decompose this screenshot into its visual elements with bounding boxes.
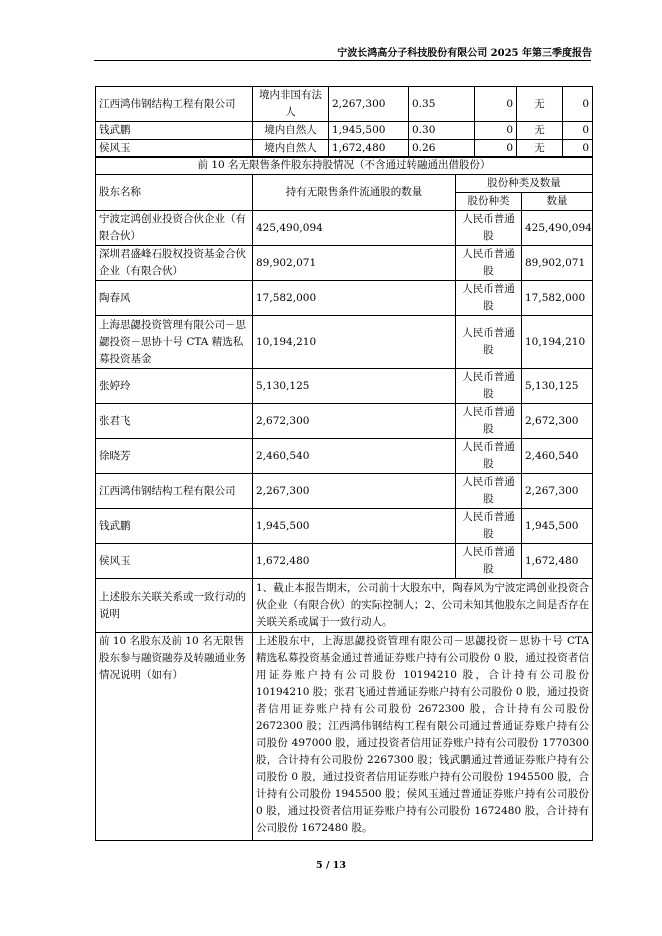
holder-qty: 2,460,540 <box>253 439 456 474</box>
col-header-qty: 持有无限售条件流通股的数量 <box>253 175 456 211</box>
holder-qty: 2,672,300 <box>253 404 456 439</box>
holder-qty: 425,490,094 <box>253 211 456 246</box>
share-amount: 2,267,300 <box>522 474 593 509</box>
holder-qty: 89,902,071 <box>253 246 456 281</box>
holder-qty: 2,267,300 <box>253 474 456 509</box>
table-row <box>96 211 593 246</box>
holder-name: 侯风玉 <box>96 544 253 579</box>
page-number: 5 / 13 <box>316 860 346 871</box>
table-row <box>96 369 593 404</box>
pledge-status: 无 <box>517 87 563 122</box>
share-type: 人民币普通股 <box>456 316 522 369</box>
holder-name: 陶春风 <box>96 281 253 316</box>
table-row <box>96 474 593 509</box>
col-header-name: 股东名称 <box>96 175 253 211</box>
share-type: 人民币普通股 <box>456 404 522 439</box>
table-row <box>96 316 593 369</box>
share-count: 1,945,500 <box>329 122 409 140</box>
pledge-status: 无 <box>517 122 563 140</box>
share-amount: 2,460,540 <box>522 439 593 474</box>
section-title: 前 10 名无限售条件股东持股情况（不含通过转融通出借股份） <box>96 157 593 175</box>
share-amount: 1,945,500 <box>522 509 593 544</box>
holder-qty: 1,945,500 <box>253 509 456 544</box>
margin-note-label: 前 10 名股东及前 10 名无限售股东参与融资融券及转融通业务情况说明（如有） <box>96 633 253 841</box>
holder-name: 张婷玲 <box>96 369 253 404</box>
share-amount: 89,902,071 <box>522 246 593 281</box>
shareholder-name: 侯风玉 <box>96 140 253 158</box>
page-header-title: 宁波长鸿高分子科技股份有限公司 2025 年第三季度报告 <box>337 48 592 59</box>
pledge-qty: 0 <box>563 122 593 140</box>
share-type: 人民币普通股 <box>456 246 522 281</box>
share-type: 人民币普通股 <box>456 211 522 246</box>
holder-name: 宁波定鸿创业投资合伙企业（有限合伙） <box>96 211 253 246</box>
share-amount: 2,672,300 <box>522 404 593 439</box>
unrestricted-shareholders-table <box>95 156 593 841</box>
table-row <box>96 439 593 474</box>
table-row <box>96 404 593 439</box>
holder-qty: 5,130,125 <box>253 369 456 404</box>
restricted-shares: 0 <box>475 140 517 158</box>
shareholder-name: 钱武鹏 <box>96 122 253 140</box>
table-row <box>96 544 593 579</box>
share-type: 人民币普通股 <box>456 369 522 404</box>
holder-name: 张君飞 <box>96 404 253 439</box>
share-type: 人民币普通股 <box>456 439 522 474</box>
share-amount: 10,194,210 <box>522 316 593 369</box>
holder-qty: 17,582,000 <box>253 281 456 316</box>
restricted-shares: 0 <box>475 87 517 122</box>
holder-name: 徐晓芳 <box>96 439 253 474</box>
margin-note-row <box>96 633 593 841</box>
share-type: 人民币普通股 <box>456 509 522 544</box>
header-row <box>96 175 593 193</box>
pledge-qty: 0 <box>563 87 593 122</box>
shareholder-type: 境内自然人 <box>253 140 329 158</box>
share-percent: 0.30 <box>409 122 475 140</box>
related-note-label: 上述股东关联关系或一致行动的说明 <box>96 579 253 633</box>
header-divider <box>94 60 591 61</box>
col-header-share-type: 股份种类 <box>456 193 522 211</box>
restricted-shares: 0 <box>475 122 517 140</box>
top-shareholders-table-continued <box>95 86 593 158</box>
holder-name: 钱武鹏 <box>96 509 253 544</box>
related-note-text: 1、截止本报告期末，公司前十大股东中，陶春风为宁波定鸿创业投资合伙企业（有限合伙）的实际控制人；2、公司未知其他股东之间是否存在关联关系或属于一致行动人。 <box>253 579 593 633</box>
section-title-row <box>96 157 593 175</box>
share-count: 2,267,300 <box>329 87 409 122</box>
shareholder-name: 江西鸿伟钢结构工程有限公司 <box>96 87 253 122</box>
shareholder-type: 境内自然人 <box>253 122 329 140</box>
margin-note-text: 上述股东中，上海思勰投资管理有限公司－思勰投资－思协十号 CTA 精选私募投资基金通过普通证券账户持有公司股份 0 股，通过投资者信用证券账户持有公司股份 10194210 股，合计持有公司股份 10194210 股；张君飞通过普通证券账户持有公司股份 0 股，通过投资者信用证券账户持有公司股份 2672300 股，合计持有公司股份 2672300 股；江西鸿伟钢结构工程有限公司通过普通证券账户持有公司股份 497000 股，通过投资者信用证券账户持有公司股份 1770300 股，合计持有公司股份 2267300 股；钱武鹏通过普通证券账户持有公司股份 0 股，通过投资者信用证券账户持有公司股份 1945500 股，合计持有公司股份 1945500 股；侯风玉通过普通证券账户持有公司股份 0 股，通过投资者信用证券账户持有公司股份 1672480 股，合计持有公司股份 1672480 股。 <box>253 633 593 841</box>
share-type: 人民币普通股 <box>456 474 522 509</box>
share-percent: 0.35 <box>409 87 475 122</box>
pledge-status: 无 <box>517 140 563 158</box>
share-amount: 425,490,094 <box>522 211 593 246</box>
table-row <box>96 281 593 316</box>
related-note-row <box>96 579 593 633</box>
holder-name: 上海思勰投资管理有限公司－思勰投资－思协十号 CTA 精选私募投资基金 <box>96 316 253 369</box>
table-row <box>96 246 593 281</box>
holder-name: 深圳君盛峰石股权投资基金合伙企业（有限合伙） <box>96 246 253 281</box>
pledge-qty: 0 <box>563 140 593 158</box>
holder-qty: 10,194,210 <box>253 316 456 369</box>
holder-name: 江西鸿伟钢结构工程有限公司 <box>96 474 253 509</box>
table-row <box>96 509 593 544</box>
holder-qty: 1,672,480 <box>253 544 456 579</box>
share-type: 人民币普通股 <box>456 281 522 316</box>
share-amount: 17,582,000 <box>522 281 593 316</box>
col-header-share-qty: 数量 <box>522 193 593 211</box>
share-count: 1,672,480 <box>329 140 409 158</box>
table-row <box>96 122 593 140</box>
col-header-share-group: 股份种类及数量 <box>456 175 593 193</box>
share-amount: 1,672,480 <box>522 544 593 579</box>
share-amount: 5,130,125 <box>522 369 593 404</box>
share-type: 人民币普通股 <box>456 544 522 579</box>
table-row <box>96 140 593 158</box>
table-row <box>96 87 593 122</box>
share-percent: 0.26 <box>409 140 475 158</box>
shareholder-type: 境内非国有法人 <box>253 87 329 122</box>
